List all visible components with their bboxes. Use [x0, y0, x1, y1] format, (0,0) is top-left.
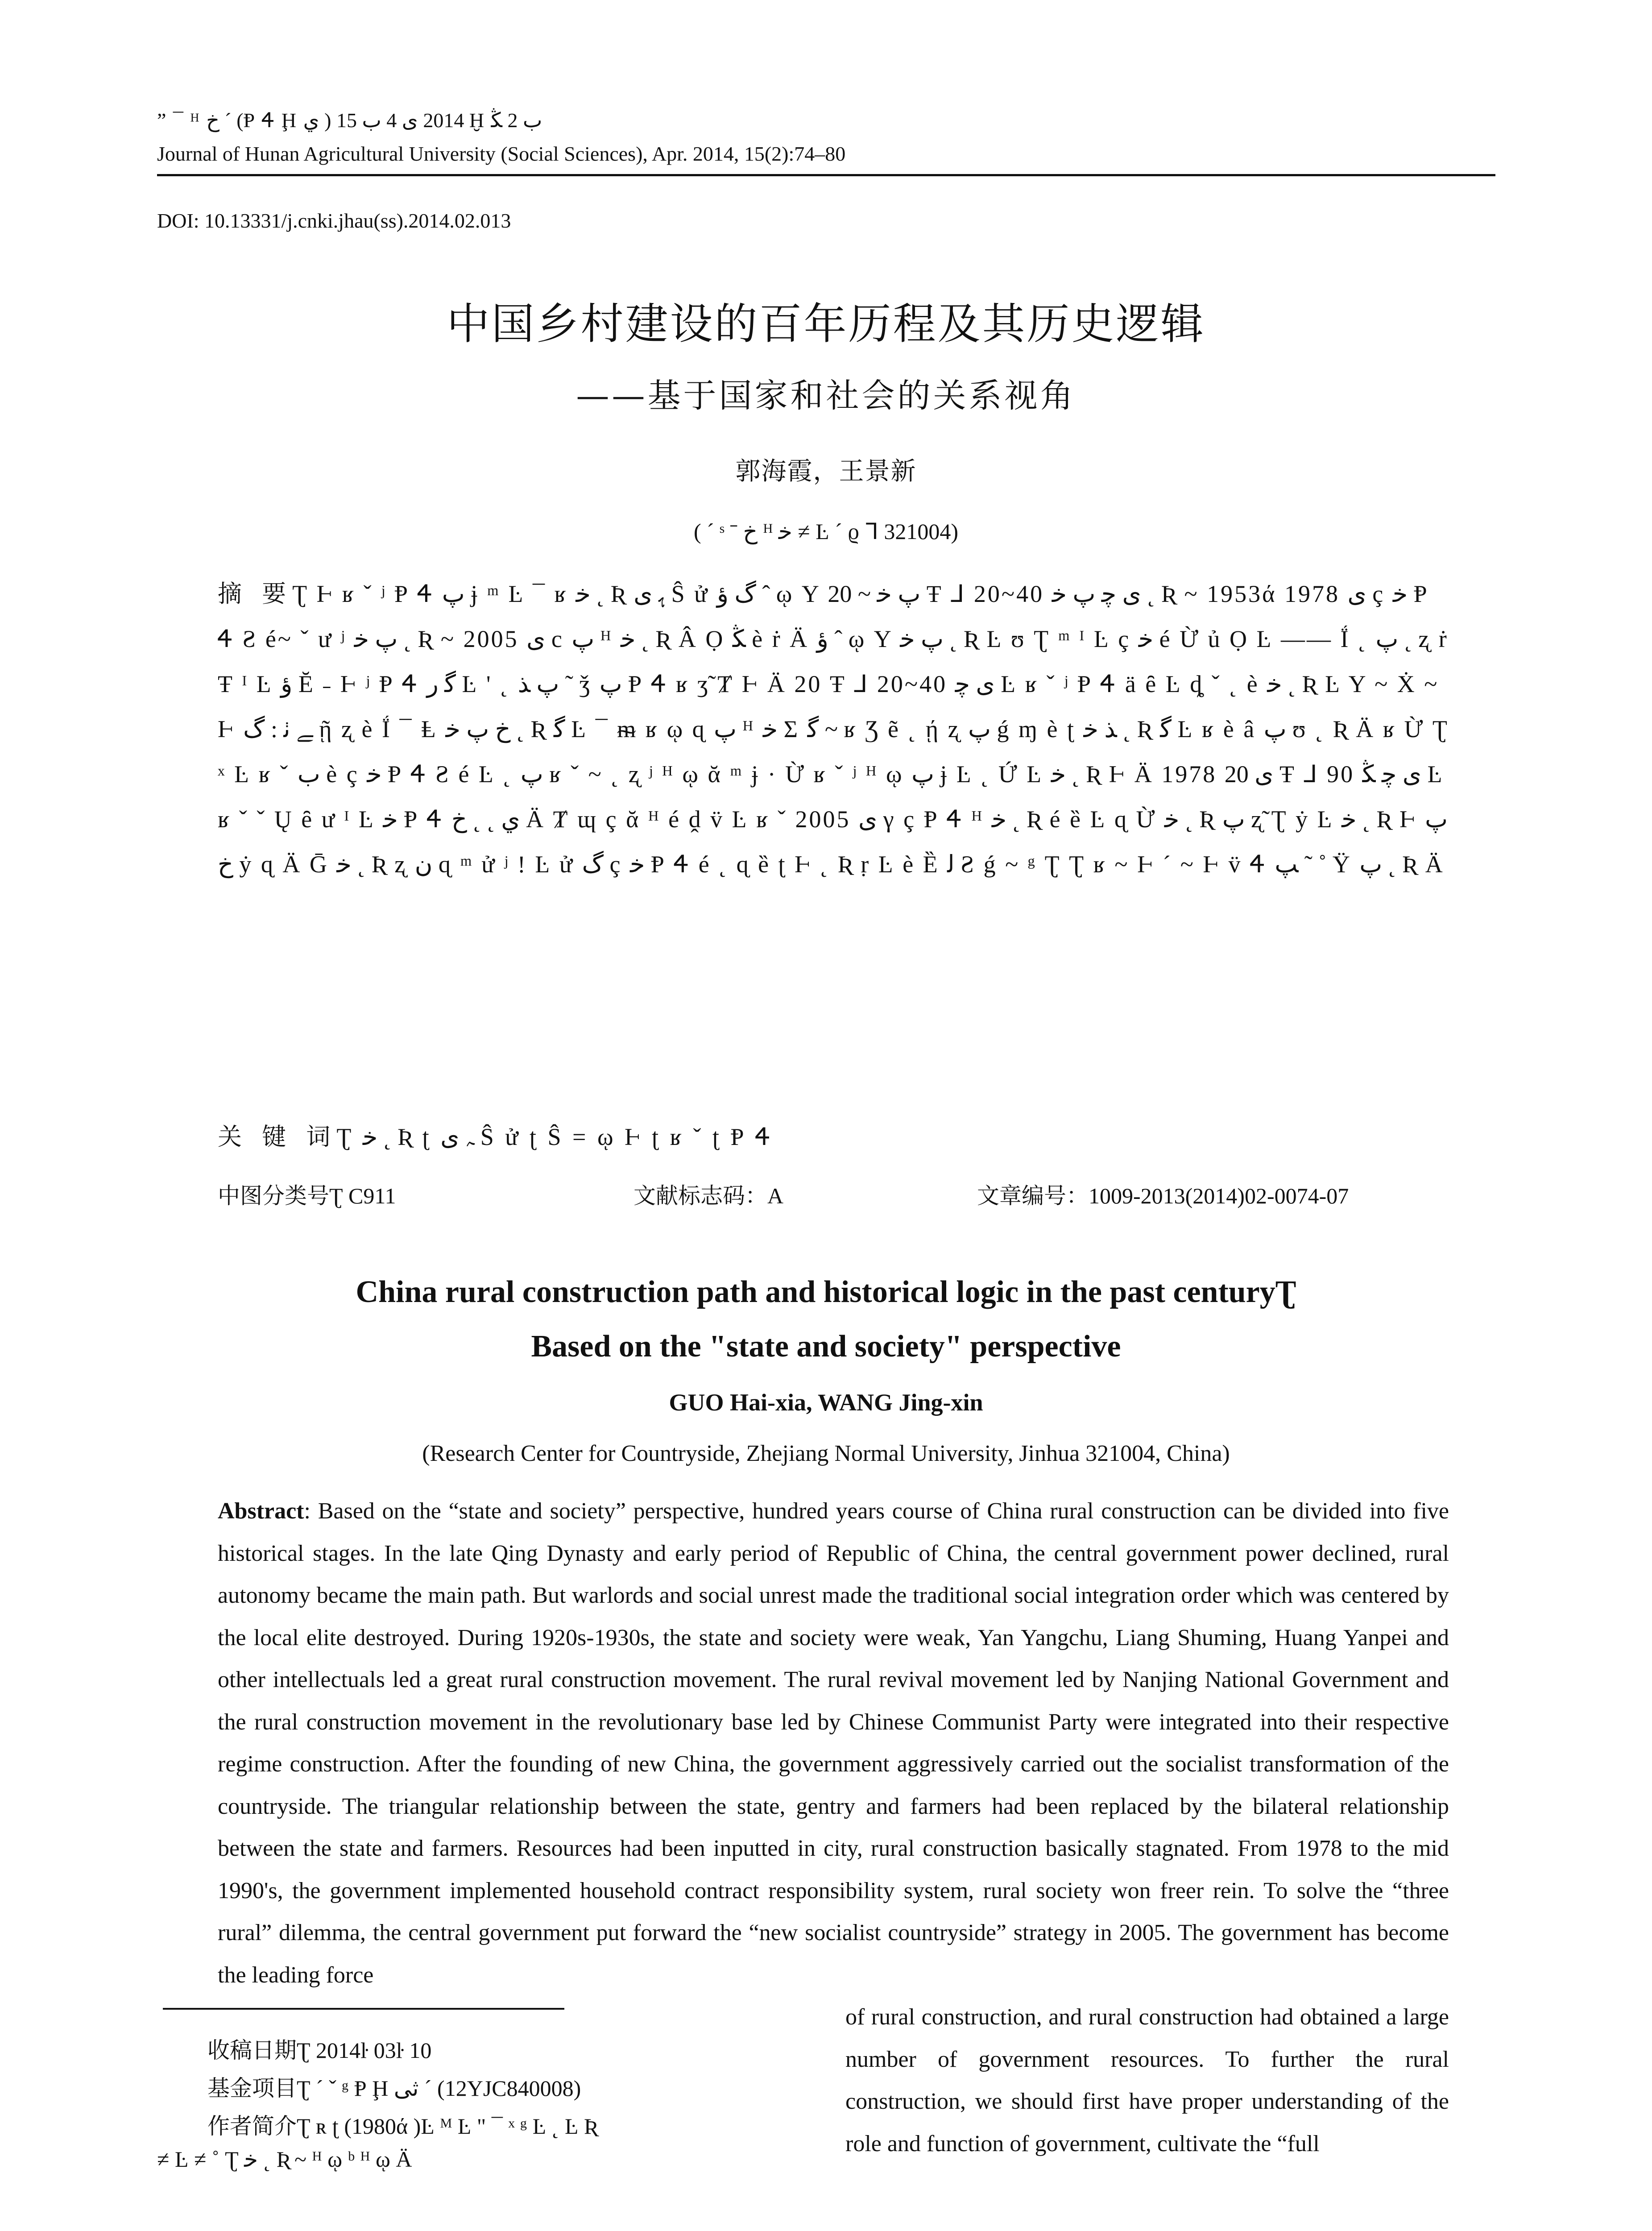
journal-header-cn: ” ¯ ᴴ ﺥ ˊ (Ᵽ Ꮞ Ḩ ي ) 2014 ﯼ 4 ﺏ 15 Ḫ ﺏ 2 ﯖ [157, 109, 542, 132]
keywords-cn-text: Ʈ ﺧ ˛ Ʀ ʈ ﮧ ﯼ Ŝ ử ʈ Ŝ = ῳ Ⱶ ʈ ʁ ˇ ʈ Ᵽ Ꮞ [336, 1124, 773, 1150]
abstract-cn-text: Ʈ Ⱶ ʁ ˇ ʲ Ᵽ Ꮞ ﭖ ɉ ᵐ Ŀ ¯ ʁ ﺧ ˛ Ʀ ﮨ ﯼ Ŝ ử ﮒ ؤ ˆ ῳ Y ﭖ ﺧ ~ 20 Ŧ ⅃ 20~40 ﯼ ﭼ ﭖ ﺧ ˛ Ʀ ~ 1953ά 1978 ﯼ ç ﺧ Ᵽ Ꮞ Ƨ é~ ˇ ư ʲ ﭖ ﺧ ˛ Ʀ ~ 2005 ﯼ c ﭖ ᴴ ﺧ ˛ Ʀ Â Ọ ﯖ è ṙ Ä ؤ ˆ ῳ Y ﭖ ﺧ ˛ Ʀ Ŀ ʊ Ʈ ᵐ ᴵ Ŀ ç ﺧ é Ừ ủ Ọ Ŀ —— Ḯ ˛ ﭖ ˛ ʐ ṙ Ŧ ᴵ Ŀ ؤ Ĕ ˗ Ⱶ ʲ Ᵽ Ꮞ ﮔ ﺭ Ŀ ' ˛ ﭖ ﺬ ˜ ǯ ﭖ Ᵽ Ꮞ ʁ ʒ̃ Ⱦ Ⱶ Ä 20 Ŧ ⅃ 20~40 ﯼ ﭼ Ŀ ʁ ˇ ʲ Ᵽ Ꮞ ä ȇ Ŀ ȡ ˇ ˛ è ﺧ ˛ Ʀ Ŀ Y ~ Ẋ ~ Ⱶ ﮯ ﭠ : ﮒ ῇ ʐ è Ḯ ¯ Ⱡ ﺥ ﭖ ﺧ ˛ Ʀ ﮔ Ŀ ¯ ᵯ ʁ ῳ ɋ ﭖ ᴴ ﺧ Σ ﮔ ~ ʁ Ʒ ẽ ˛ ῄ ʐ ﭖ ǵ ɱ è ʈ ﺬ ﺧ ˛ Ʀ ﮔ Ŀ ʁ è â ﭖ ʊ ˛ Ʀ Ä ʁ Ừ Ʈ ˣ Ŀ ʁ ˇ ﺏ è ç ﺧ Ᵽ Ꮞ Ƨ é Ŀ ˛ ﭖ ʁ ˇ ~ ˛ ʐ ʲ ᴴ ῳ ᾰ ᵐ ɉ · Ừ ʁ ˇ ʲ ᴴ ῳ ﭖ ɉ Ŀ ˛ Ứ Ŀ ﺧ ˛ Ʀ Ⱶ Ä 1978 ﯼ 20 Ŧ ⅃ 90 ﯼ ﭼ ﯖ Ŀ ʁ ˇ ˇ Ų ȇ ư ᴵ Ŀ ﺧ Ᵽ Ꮞ ي ˛ ˛ ﺥ Ä Ⱦ ɰ ç ᾰ ᴴ é ḓ v̈ Ŀ ʁ ˇ 2005 ﯼ γ ç Ᵽ Ꮞ ᴴ ﺧ ˛ Ʀ é ȅ Ŀ ɋ Ừ ﺧ ˛ Ʀ ﭖ ʐ̃ Ʈ ẏ Ŀ ﺧ ˛ Ʀ Ⱶ ﭖ ﺥ ẏ ɋ Ä Ḡ ﺧ ˛ Ʀ ʐ ن ɋ ᵐ ử ʲ ! Ŀ ử ﮒ ç ﺧ Ᵽ Ꮞ é ˛ ɋ ȅ ʈ Ⱶ ˛ Ʀ ṛ Ŀ è Ȅ ﻟ Ƨ ǵ ~ ᵍ Ʈ Ʈ ʁ ~ Ⱶ ˊ ~ Ⱶ v̈ Ꮞ ﭗ ˜ ˚ Ÿ ﭖ ˛ Ʀ Ä [218, 581, 1449, 878]
affiliation-en: (Research Center for Countryside, Zhejiang Normal University, Jinhua 321004, China) [422, 1441, 1230, 1466]
subtitle-en: Based on the "state and society" perspective [531, 1329, 1121, 1364]
fund-value: Ʈ ˊ ˇ ᵍ Ᵽ Ḩ ثی ˊ (12YJC840008) [297, 2076, 581, 2101]
header-rule [157, 174, 1495, 176]
doc-code-label: 文献标志码： [633, 1183, 767, 1209]
title-en: China rural construction path and historical logic in the past centuryƮ [356, 1275, 1296, 1309]
classification-row [218, 1178, 396, 1210]
doc-code [633, 1178, 783, 1210]
doi: DOI: 10.13331/j.cnki.jhau(ss).2014.02.013 [157, 209, 511, 232]
doc-code-value: A [767, 1183, 784, 1208]
keywords-cn-label: 关 键 词 [218, 1123, 337, 1151]
footnote-fund [207, 2070, 581, 2102]
footnote-author [207, 2108, 596, 2140]
keywords-cn [218, 1118, 773, 1152]
clc-value: Ʈ C911 [329, 1183, 396, 1208]
abstract-en-label: Abstract [218, 1498, 304, 1524]
authors-cn: 郭海霞，王景新 [735, 457, 917, 486]
article-no-label: 文章编号： [977, 1183, 1089, 1209]
article-number [977, 1178, 1349, 1210]
abstract-cn-label: 摘 要 [218, 580, 293, 608]
abstract-en-text: : Based on the “state and society” perspective, hundred years course of China rural construction can be divided into five historical stages. In the late Qing Dynasty and early period of Republic of China, the central government power declined, rural autonomy became the main path. But warlords and social unrest made the traditional social integration order which was centered by the local elite destroyed. During 1920s-1930s, the state and society were weak, Yan Yangchu, Liang Shuming, Huang Yanpei and other intellectuals led a great rural construction movement. The rural revival movement led by Nanjing National Government and the rural construction movement in the revolutionary base led by Chinese Communist Party were integrated into their respective regime construction. After the founding of new China, the government aggressively carried out the socialist transformation of the countryside. The triangular relationship between the state, gentry and farmers had been replaced by the bilateral relationship between the state and farmers. Resources had been inputted in city, rural construction basically stagnated. From 1978 to the mid 1990's, the government implemented household contract responsibility system, rural society won freer rein. To solve the “three rural” dilemma, the central government put forward the “new socialist countryside” strategy in 2005. The government has become the leading force [218, 1498, 1449, 1988]
title-cn: 中国乡村建设的百年历程及其历史逻辑 [447, 299, 1205, 349]
received-value: Ʈ 2014ŀ 03ŀ 10 [297, 2038, 432, 2063]
subtitle-cn: ——基于国家和社会的关系视角 [576, 377, 1076, 415]
author-value: Ʈ ʀ ʈ (1980ά )Ŀ ᴹ Ŀ " ¯ ˣ ᵍ Ŀ ˛ Ŀ Ʀ [297, 2114, 596, 2139]
footnote-rule [163, 2008, 564, 2010]
authors-en: GUO Hai-xia, WANG Jing-xin [669, 1389, 983, 1416]
affiliation-cn: ( ˊ ˢ ˉ ﺥ ᴴ ﺧ ≠ Ŀ ˊ ϱ ᒣ 321004) [693, 519, 959, 544]
fund-label: 基金项目 [207, 2075, 297, 2101]
footnote-received [207, 2032, 431, 2065]
article-no-value: 1009-2013(2014)02-0074-07 [1089, 1183, 1349, 1208]
footnote-author-cont: ≠ Ŀ ≠ ˚ Ʈ ﺧ ˛ Ʀ ~ ᴴ ῳ ᵇ ᴴ ῳ Ä [157, 2147, 412, 2172]
journal-header-en: Journal of Hunan Agricultural University (Social Sciences), Apr. 2014, 15(2):74–80 [157, 142, 846, 165]
received-label: 收稿日期 [207, 2037, 297, 2063]
author-label: 作者简介 [207, 2113, 297, 2139]
abstract-cn [218, 571, 1449, 887]
clc-label: 中图分类号 [218, 1183, 329, 1209]
abstract-en [218, 1490, 1449, 1996]
abstract-en-continued: of rural construction, and rural construction had obtained a large number of government resources. To further the rural construction, we should first have proper understanding of the role and function of government, cultivate the “full [845, 2004, 1449, 2156]
